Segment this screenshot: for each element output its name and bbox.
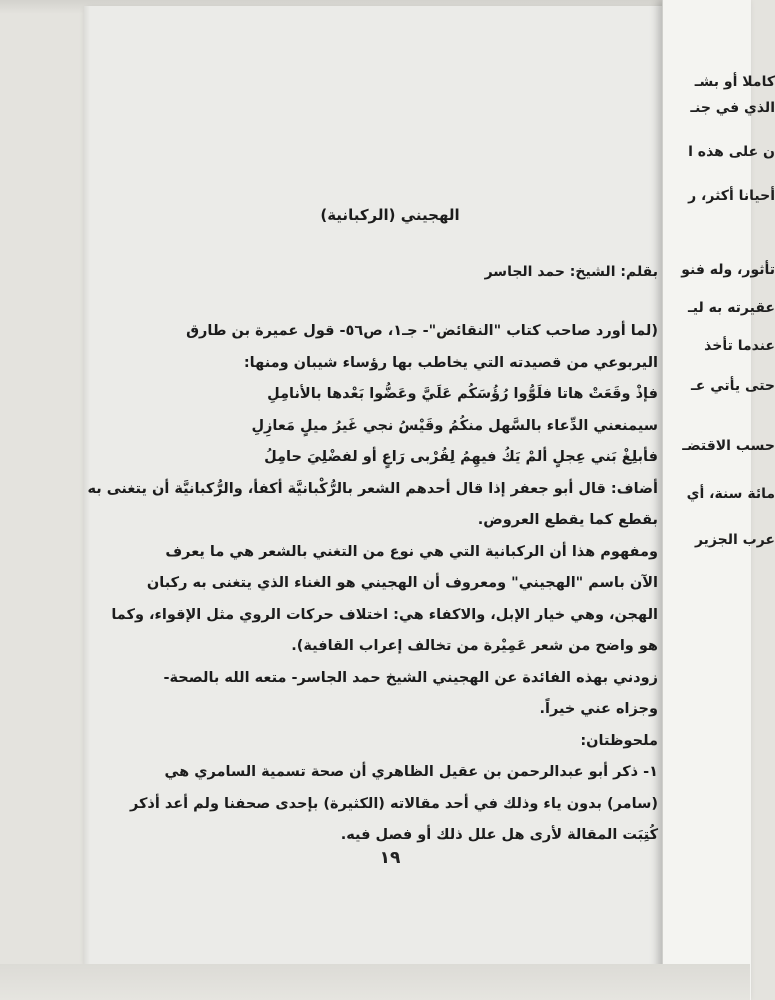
text-line: الهجن، وهي خيار الإبل، والاكفاء هي: اختلاف حركات الروي مثل الإقواء، وكما xyxy=(111,606,658,623)
poem-verse: سيمنعني الدِّعاء بالسَّهل منكُمُ وقَيْسُ نجي غَيرُ ميلٍ مَعازِلِ xyxy=(251,417,658,434)
text-fragment: مائة سنة، أي xyxy=(686,486,775,502)
page-number: ١٩ xyxy=(379,848,401,868)
poem-verse: فأبلِغْ بَني عِجلٍ ألمْ يَكُ فيهِمُ لِقُرْبى رَاعٍ أو لفضْلِيَ حامِلُ xyxy=(264,449,658,465)
adjacent-page xyxy=(662,0,775,1000)
text-line: الآن باسم "الهجيني" ومعروف أن الهجيني هو الغناء الذي يتغنى به ركبان xyxy=(146,575,658,591)
text-fragment: حسب الاقتضـ xyxy=(682,438,775,454)
poem-verse: فإذْ وقَعَتْ هاتا فلَوُّوا رُؤُسَكُم عَلَيَّ وعَضُّوا بَعْدها بالأنامِلِ xyxy=(267,386,658,402)
text-line: ومفهوم هذا أن الركبانية التي هي نوع من التغني بالشعر هي ما يعرف xyxy=(165,543,658,560)
text-line: زودني بهذه الفائدة عن الهجيني الشيخ حمد الجاسر- متعه الله بالصحة- xyxy=(163,669,658,686)
text-fragment: كاملا أو بشـ xyxy=(694,74,775,90)
text-line: ١- ذكر أبو عبدالرحمن بن عقيل الظاهري أن صحة تسمية السامري هي xyxy=(164,764,658,780)
section-heading: ملحوظتان: xyxy=(580,732,658,749)
background-shadow-bottom xyxy=(0,964,750,1000)
text-fragment: حتى يأتي عـ xyxy=(691,378,775,394)
text-line: بقطع كما يقطع العروض. xyxy=(477,512,658,528)
text-fragment: تأثور، وله فنو xyxy=(681,262,775,278)
text-line: (سامر) بدون ياء وذلك في أحد مقالاته (الكثيرة) بإحدى صحفنا ولم أعد أذكر xyxy=(129,795,658,812)
article-body xyxy=(87,316,658,852)
text-line: أضاف: قال أبو جعفر إذا قال أحدهم الشعر بالرُّكْبانيَّة أكفأ، والرُّكبانيَّة أن يتغنى به xyxy=(87,480,658,497)
text-fragment: عندما تأخذ xyxy=(704,338,775,354)
text-line: كُتِبَت المقالة لأرى هل علل ذلك أو فصل فيه. xyxy=(340,827,658,843)
text-fragment: عرب الجزير xyxy=(694,532,775,548)
text-fragment: أحيانا أكثر، ر xyxy=(688,188,775,204)
text-line: هو واضح من شعر عَمِيْرة من تخالف إعراب القافية). xyxy=(291,638,658,654)
text-fragment: عقيرته به ليـ xyxy=(687,300,775,316)
article-author: بقلم: الشيخ: حمد الجاسر xyxy=(484,264,658,280)
text-line: (لما أورد صاحب كتاب "النقائض"- جـ١، ص٥٦- قول عميرة بن طارق xyxy=(186,323,658,339)
article-title: الهجيني (الركبانية) xyxy=(320,206,460,224)
text-fragment: الذي في جنـ xyxy=(690,100,775,116)
text-fragment: ن على هذه ا xyxy=(688,144,775,160)
text-line: وجزاه عني خيراً. xyxy=(539,701,658,717)
text-line: اليربوعي من قصيدته التي يخاطب بها رؤساء شيبان ومنها: xyxy=(243,354,658,371)
